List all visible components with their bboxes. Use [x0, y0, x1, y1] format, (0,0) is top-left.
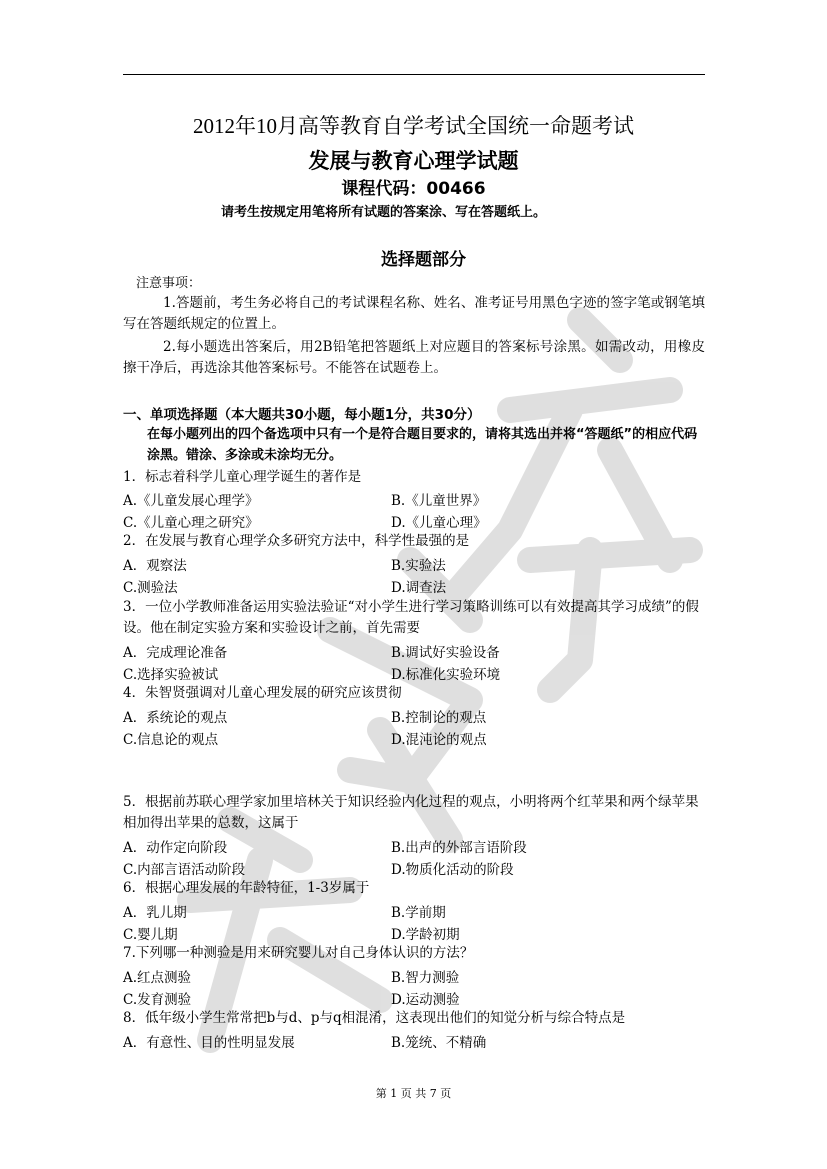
- option-a: A．系统论的观点: [123, 710, 228, 726]
- exam-title: 2012年10月高等教育自学考试全国统一命题考试: [193, 114, 634, 138]
- option-d: D.标准化实验环境: [391, 667, 501, 683]
- option-b: B.实验法: [391, 558, 446, 574]
- option-a: A.《儿童发展心理学》: [123, 493, 259, 509]
- section-heading: 一、单项选择题（本大题共30小题，每小题1分，共30分）: [123, 407, 481, 423]
- section-description: 在每小题列出的四个备选项中只有一个是符合题目要求的，请将其选出并将“答题纸”的相应代码涂黑。错涂、多涂或未涂均无分。: [147, 427, 698, 463]
- question-stem: 4．朱智贤强调对儿童心理发展的研究应该贯彻: [123, 685, 402, 701]
- notice-item-1: 1.答题前，考生务必将自己的考试课程名称、姓名、准考证号用黑色字迹的签字笔或钢笔填写在答题纸规定的位置上。: [123, 295, 705, 332]
- question-stem: 2．在发展与教育心理学众多研究方法中，科学性最强的是: [123, 533, 470, 549]
- option-a: A．观察法: [123, 558, 187, 574]
- page-footer: 第 1 页 共 7 页: [375, 1087, 452, 1100]
- option-c: C.选择实验被试: [123, 667, 219, 683]
- option-c: C.信息论的观点: [123, 732, 219, 748]
- part-title: 选择题部分: [381, 250, 466, 270]
- option-b: B.《儿童世界》: [391, 493, 487, 509]
- option-a: A.红点测验: [123, 970, 192, 986]
- question-stem: 7.下列哪一种测验是用来研究婴儿对自己身体认识的方法？: [123, 945, 474, 961]
- option-a: A．完成理论准备: [123, 645, 228, 661]
- option-d: D.《儿童心理》: [391, 515, 487, 531]
- question-stem: 8．低年级小学生常常把b与d、p与q相混淆，这表现出他们的知觉分析与综合特点是: [123, 1010, 626, 1026]
- option-c: C.婴儿期: [123, 927, 178, 943]
- option-b: B.控制论的观点: [391, 710, 487, 726]
- option-c: C.测验法: [123, 580, 178, 596]
- question-stem: 6．根据心理发展的年龄特征，1-3岁属于: [123, 880, 370, 896]
- option-b: B.出声的外部言语阶段: [391, 840, 527, 856]
- option-d: D.混沌论的观点: [391, 732, 487, 748]
- option-b: B.笼统、不精确: [391, 1035, 487, 1051]
- option-b: B.调试好实验设备: [391, 645, 500, 661]
- question-stem: 5．根据前苏联心理学家加里培林关于知识经验内化过程的观点，小明将两个红苹果和两个绿苹果相加得出苹果的总数，这属于: [123, 794, 699, 831]
- option-d: D.运动测验: [391, 992, 460, 1008]
- option-c: C.内部言语活动阶段: [123, 862, 246, 878]
- option-d: D.物质化活动的阶段: [391, 862, 514, 878]
- option-c: C.发育测验: [123, 992, 192, 1008]
- question-stem: 3．一位小学教师准备运用实验法验证“对小学生进行学习策略训练可以有效提高其学习成绩”的假设。他在制定实验方案和实验设计之前，首先需要: [123, 599, 699, 636]
- answer-instruction: 请考生按规定用笔将所有试题的答案涂、写在答题纸上。: [220, 205, 546, 220]
- course-code: 课程代码：00466: [341, 179, 486, 199]
- option-a: A．动作定向阶段: [123, 840, 228, 856]
- notice-item-2: 2.每小题选出答案后，用2B铅笔把答题纸上对应题目的答案标号涂黑。如需改动，用橡皮擦干净后，再选涂其他答案标号。不能答在试题卷上。: [123, 339, 705, 376]
- subject-title: 发展与教育心理学试题: [308, 149, 519, 173]
- notice-heading: 注意事项：: [136, 276, 202, 291]
- top-rule: [123, 74, 705, 75]
- option-d: D.学龄初期: [391, 927, 460, 943]
- option-a: A．乳儿期: [123, 905, 187, 921]
- option-d: D.调查法: [391, 580, 447, 596]
- option-c: C.《儿童心理之研究》: [123, 515, 259, 531]
- option-b: B.智力测验: [391, 970, 460, 986]
- option-a: A．有意性、目的性明显发展: [123, 1035, 295, 1051]
- option-b: B.学前期: [391, 905, 446, 921]
- question-stem: 1．标志着科学儿童心理学诞生的著作是: [123, 469, 362, 485]
